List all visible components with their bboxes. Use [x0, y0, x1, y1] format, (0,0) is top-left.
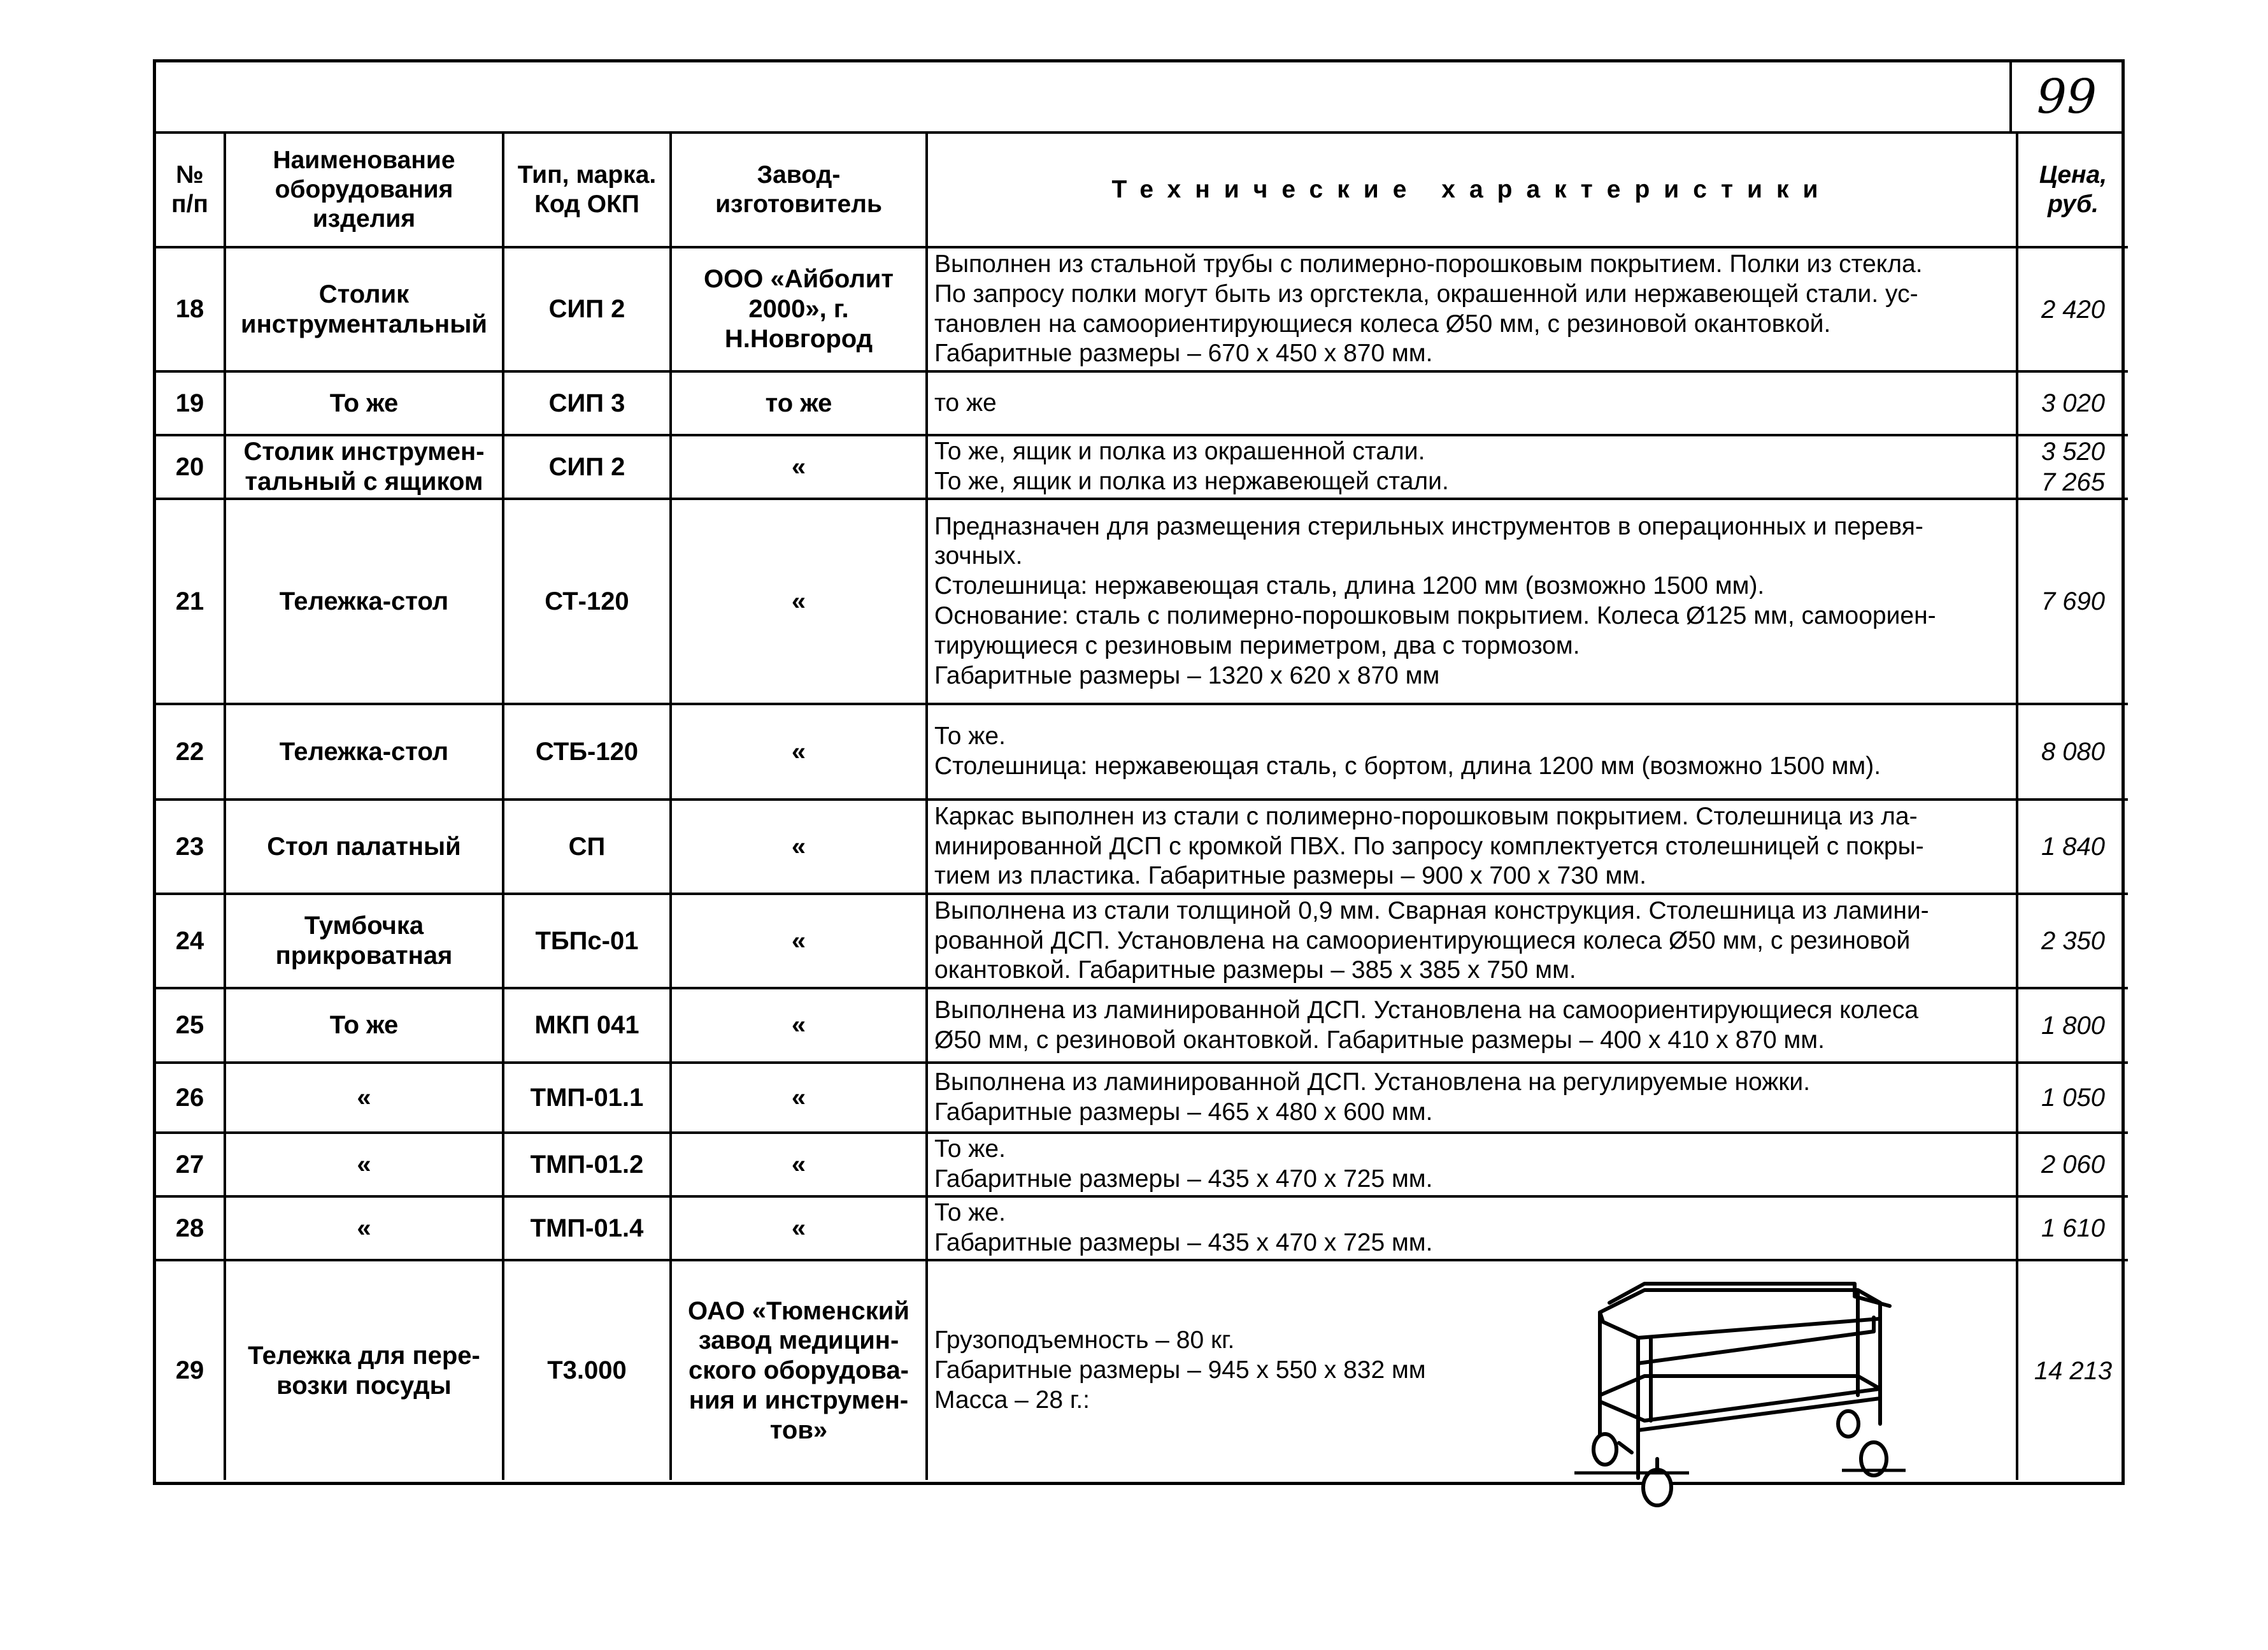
spec-line: то же [934, 389, 997, 417]
table-row [156, 1133, 2128, 1196]
row-type: СИП 2 [503, 435, 671, 499]
price-value: 1 840 [2041, 833, 2106, 861]
row-type: ТМП-01.4 [503, 1196, 671, 1260]
table-row [156, 1260, 2128, 1480]
spec-line: То же. [934, 1135, 1006, 1163]
row-type: СИП 3 [503, 371, 671, 435]
spec-line: минированной ДСП с кромкой ПВХ. По запросу комплектуется столешницей с покры- [934, 832, 1924, 860]
row-manufacturer: ОАО «Тюменский завод медицин-ского оборудова-ния и инструмен-тов» [671, 1260, 927, 1480]
price-value: 1 800 [2041, 1011, 2106, 1040]
row-type: ТМП-01.2 [503, 1133, 671, 1196]
row-type: МКП 041 [503, 988, 671, 1063]
spec-line: Габаритные размеры – 1320 х 620 х 870 мм [934, 661, 1440, 689]
spec-line: То же, ящик и полка из нержавеющей стали. [934, 468, 1449, 495]
table-body [156, 247, 2128, 1480]
row-manufacturer: « [671, 1133, 927, 1196]
table-row [156, 988, 2128, 1063]
row-specs [927, 1063, 2017, 1133]
row-specs [927, 435, 2017, 499]
table-row [156, 1063, 2128, 1133]
spec-line: тирующиеся с резиновым периметром, два с тормозом. [934, 631, 1580, 659]
spec-line: Предназначен для размещения стерильных инструментов в операционных и перевя- [934, 512, 1923, 540]
row-num: 25 [156, 988, 225, 1063]
spec-line: Выполнена из стали толщиной 0,9 мм. Сварная конструкция. Столешница из ламини- [934, 896, 1929, 924]
spec-line: тием из пластика. Габаритные размеры – 900 х 700 х 730 мм. [934, 862, 1646, 890]
row-specs [927, 800, 2017, 894]
row-manufacturer: « [671, 894, 927, 988]
price-value: 7 265 [2041, 468, 2106, 496]
row-price [2017, 1196, 2128, 1260]
row-num: 22 [156, 704, 225, 800]
spec-line: Габаритные размеры – 670 х 450 х 870 мм. [934, 340, 1433, 368]
row-name: « [225, 1196, 503, 1260]
spec-line: Выполнена из ламинированной ДСП. Установлена на самоориентирующиеся колеса [934, 996, 1919, 1024]
row-num: 23 [156, 800, 225, 894]
price-value: 2 420 [2041, 295, 2106, 324]
row-num: 27 [156, 1133, 225, 1196]
row-manufacturer: « [671, 704, 927, 800]
row-manufacturer: « [671, 800, 927, 894]
row-name: Тележка для пере-возки посуды [225, 1260, 503, 1480]
header-name: Наименование оборудования изделия [225, 134, 503, 247]
row-name: То же [225, 371, 503, 435]
spec-line: Столешница: нержавеющая сталь, длина 1200 мм (возможно 1500 мм). [934, 572, 1765, 600]
row-name: Столик инструментальный [225, 247, 503, 371]
price-value: 1 610 [2041, 1214, 2106, 1242]
price-value: 3 020 [2041, 389, 2106, 417]
row-specs [927, 894, 2017, 988]
spec-line: Грузоподъемность – 80 кг. [934, 1326, 1235, 1354]
row-price [2017, 499, 2128, 704]
header-row [156, 134, 2128, 247]
row-price [2017, 371, 2128, 435]
price-value: 8 080 [2041, 738, 2106, 766]
row-price [2017, 704, 2128, 800]
row-num: 20 [156, 435, 225, 499]
table-row [156, 800, 2128, 894]
header-num: № п/п [156, 134, 225, 247]
row-num: 29 [156, 1260, 225, 1480]
spec-line: Столешница: нержавеющая сталь, с бортом, длина 1200 мм (возможно 1500 мм). [934, 752, 1881, 780]
row-price [2017, 435, 2128, 499]
price-value: 14 213 [2034, 1356, 2113, 1385]
row-price [2017, 1260, 2128, 1480]
row-name: Тумбочка прикроватная [225, 894, 503, 988]
row-price [2017, 894, 2128, 988]
row-specs [927, 1196, 2017, 1260]
row-num: 19 [156, 371, 225, 435]
spec-line: То же, ящик и полка из окрашенной стали. [934, 438, 1425, 466]
spec-line: Габаритные размеры – 435 х 470 х 725 мм. [934, 1229, 1433, 1256]
table-row [156, 371, 2128, 435]
price-value: 2 350 [2041, 927, 2106, 955]
equipment-table [156, 134, 2128, 1480]
header-price: Цена, руб. [2017, 134, 2128, 247]
spec-line: рованной ДСП. Установлена на самоориентирующиеся колеса Ø50 мм, с резиновой [934, 926, 1911, 954]
spec-line: окантовкой. Габаритные размеры – 385 х 385 х 750 мм. [934, 956, 1576, 984]
spec-line: Габаритные размеры – 465 х 480 х 600 мм. [934, 1098, 1433, 1126]
row-name: « [225, 1133, 503, 1196]
spec-line: Габаритные размеры – 435 х 470 х 725 мм. [934, 1165, 1433, 1193]
table-row [156, 435, 2128, 499]
row-specs [927, 988, 2017, 1063]
row-price [2017, 1063, 2128, 1133]
row-specs [927, 247, 2017, 371]
row-price [2017, 247, 2128, 371]
price-value: 1 050 [2041, 1084, 2106, 1112]
spec-line: То же. [934, 1199, 1006, 1227]
table-row [156, 499, 2128, 704]
page-number: 99 [2009, 62, 2122, 131]
spec-line: зочных. [934, 542, 1023, 570]
header-specs: Технические характеристики [927, 134, 2017, 247]
row-price [2017, 1133, 2128, 1196]
header-manufacturer: Завод-изготовитель [671, 134, 927, 247]
row-name: « [225, 1063, 503, 1133]
row-price [2017, 988, 2128, 1063]
header-type: Тип, марка. Код ОКП [503, 134, 671, 247]
row-type: ТМП-01.1 [503, 1063, 671, 1133]
row-num: 18 [156, 247, 225, 371]
row-price [2017, 800, 2128, 894]
table-row [156, 894, 2128, 988]
spec-line: Габаритные размеры – 945 х 550 х 832 мм [934, 1356, 1426, 1384]
spec-line: Каркас выполнен из стали с полимерно-порошковым покрытием. Столешница из ла- [934, 802, 1918, 830]
row-name: Тележка-стол [225, 499, 503, 704]
row-type: СТ-120 [503, 499, 671, 704]
row-type: СИП 2 [503, 247, 671, 371]
row-name: Стол палатный [225, 800, 503, 894]
row-specs [927, 499, 2017, 704]
row-manufacturer: то же [671, 371, 927, 435]
row-num: 21 [156, 499, 225, 704]
document-sheet [153, 59, 2125, 1485]
table-row [156, 1196, 2128, 1260]
row-type: СТБ-120 [503, 704, 671, 800]
row-type: Т3.000 [503, 1260, 671, 1480]
table-row [156, 247, 2128, 371]
row-manufacturer: « [671, 435, 927, 499]
row-manufacturer: « [671, 1196, 927, 1260]
row-specs [927, 704, 2017, 800]
price-value: 3 520 [2041, 438, 2106, 466]
serving-cart-image [1574, 1268, 1906, 1510]
spec-line: Выполнен из стальной трубы с полимерно-порошковым покрытием. Полки из стекла. [934, 250, 1923, 278]
spec-line: По запросу полки могут быть из оргстекла, окрашенной или нержавеющей стали. ус- [934, 280, 1918, 308]
row-manufacturer: « [671, 988, 927, 1063]
row-num: 26 [156, 1063, 225, 1133]
row-manufacturer: « [671, 1063, 927, 1133]
table-row [156, 704, 2128, 800]
row-manufacturer: ООО «Айболит 2000», г. Н.Новгород [671, 247, 927, 371]
row-specs [927, 1260, 2017, 1480]
row-name: Тележка-стол [225, 704, 503, 800]
spec-line: Ø50 мм, с резиновой окантовкой. Габаритные размеры – 400 х 410 х 870 мм. [934, 1026, 1825, 1054]
row-type: ТБПс-01 [503, 894, 671, 988]
spec-line: Масса – 28 г.: [934, 1386, 1090, 1414]
top-bar [156, 62, 2122, 134]
row-manufacturer: « [671, 499, 927, 704]
row-type: СП [503, 800, 671, 894]
row-name: То же [225, 988, 503, 1063]
row-specs [927, 371, 2017, 435]
row-num: 28 [156, 1196, 225, 1260]
spec-line: тановлен на самоориентирующиеся колеса Ø50 мм, с резиновой окантовкой. [934, 310, 1831, 338]
price-value: 2 060 [2041, 1151, 2106, 1179]
spec-line: Выполнена из ламинированной ДСП. Установлена на регулируемые ножки. [934, 1068, 1811, 1096]
row-name: Столик инструмен-тальный с ящиком [225, 435, 503, 499]
row-num: 24 [156, 894, 225, 988]
spec-line: Основание: сталь с полимерно-порошковым покрытием. Колеса Ø125 мм, самоориен- [934, 602, 1936, 629]
spec-line: То же. [934, 722, 1006, 750]
price-value: 7 690 [2041, 587, 2106, 615]
row-specs [927, 1133, 2017, 1196]
